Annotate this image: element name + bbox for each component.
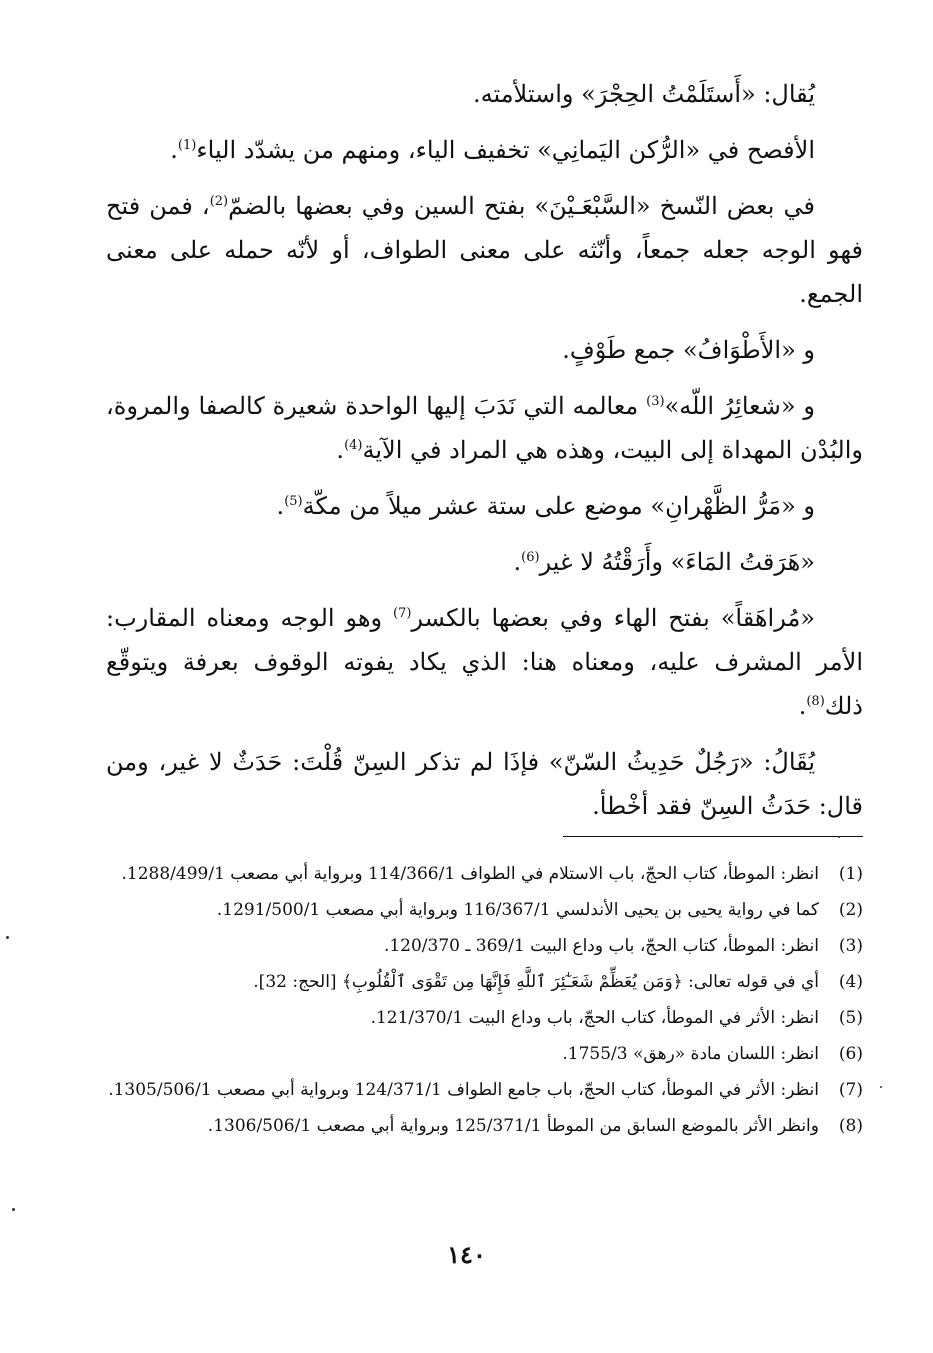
footnote-ref: (7) <box>392 606 412 621</box>
paragraph-text: . <box>170 136 178 164</box>
paragraph-text: و «مَرُّ الظَّهْرانِ» موضع على ستة عشر ميلاً من مكّة <box>302 492 815 520</box>
footnote-number: (5) <box>838 1008 863 1028</box>
footnote-separator <box>563 836 863 837</box>
footnote-number: (6) <box>838 1044 863 1064</box>
footnote-number: (3) <box>838 936 863 956</box>
footnote <box>106 1074 863 1106</box>
paragraph <box>106 540 863 584</box>
footnote-ref: (8) <box>806 694 825 709</box>
paragraph-text: معالمه التي نَدَبَ إليها الواحدة شعيرة كالصفا والمروة، والبُدْن المهداة إلى البيت، وهذه هي المراد في الآية <box>106 392 863 464</box>
paragraph-text: . <box>798 692 807 720</box>
footnote-text: وانظر الأثر بالموضع السابق من الموطأ 125/371/1 وبرواية أبي مصعب 1306/506/1. <box>207 1116 819 1136</box>
footnote <box>106 858 863 890</box>
footnote-text: انظر: الموطأ، كتاب الحجّ، باب وداع البيت 369/1 ـ 120/370. <box>383 936 819 956</box>
paragraph-text: الأفصح في «الرُّكن اليَمانِي» تخفيف الياء، ومنهم من يشدّد الياء <box>196 136 815 164</box>
footnote-text: انظر: اللسان مادة «رهق» 1755/3. <box>562 1044 819 1064</box>
footnote-ref: (6) <box>521 550 540 565</box>
footnote-text: انظر: الأثر في الموطأ، كتاب الحجّ، باب جامع الطواف 124/371/1 وبرواية أبي مصعب 1305/506/1. <box>108 1080 819 1100</box>
paragraph <box>106 484 863 528</box>
paragraph-text: يُقال: «أَستَلَمْتُ الحِجْرَ» واستلأمته. <box>472 80 815 108</box>
scan-speck <box>6 936 9 939</box>
footnote-number: (4) <box>838 972 863 992</box>
paragraph <box>106 740 863 828</box>
footnote-number: (8) <box>838 1116 863 1136</box>
footnote-text: انظر: الأثر في الموطأ، كتاب الحجّ، باب وداع البيت 121/370/1. <box>370 1008 819 1028</box>
page-number: ١٤٠ <box>447 1240 486 1269</box>
footnote-number: (1) <box>838 864 863 884</box>
footnote-ref: (4) <box>344 438 363 453</box>
paragraph-text: . <box>276 492 285 520</box>
footnotes <box>106 858 863 1146</box>
paragraph-text: «مُراهَقاً» بفتح الهاء وفي بعضها بالكسر <box>411 604 815 632</box>
paragraph <box>106 72 863 116</box>
paragraph-text: ، فمن فتح فهو الوجه جعله جمعاً، وأنّثه على معنى الطواف، أو لأنّه حمله على معنى الجمع. <box>106 192 863 308</box>
paragraph-text: و «الأَطْوَافُ» جمع طَوْفٍ. <box>562 336 815 364</box>
footnote-text: أي في قوله تعالى: ﴿وَمَن يُعَظِّمْ شَعَـٰٓئِرَ ٱللَّهِ فَإِنَّهَا مِن تَقْوَى ٱلْقُلُوبِ﴾ [الحج: 32]. <box>253 972 819 992</box>
paragraph <box>106 596 863 728</box>
paragraph-text: في بعض النّسخ «السَّبْعَـيْنَ» بفتح السين وفي بعضها بالضمّ <box>228 192 815 220</box>
footnote-text: كما في رواية يحيى بن يحيى الأندلسي 116/367/1 وبرواية أبي مصعب 1291/500/1. <box>216 900 819 920</box>
paragraph <box>106 128 863 172</box>
paragraph-text: يُقَالُ: «رَجُلٌ حَدِيثُ السّنّ» فإذَا لم تذكر السِنّ قُلْتَ: حَدَثٌ لا غير، ومن قال: حَدَثُ السِنّ فقد أخْطأ. <box>106 748 863 820</box>
paragraph <box>106 384 863 472</box>
scan-speck <box>12 1208 15 1211</box>
paragraph-text: وهو الوجه ومعناه المقارب: الأمر المشرف عليه، ومعناه هنا: الذي يكاد يفوته الوقوف بعرفة ويتوقّع ذلك <box>106 604 863 720</box>
footnote-ref: (1) <box>177 138 197 153</box>
footnote <box>106 1002 863 1034</box>
paragraph-text: «هَرَقتُ المَاءَ» وأَرَقْتُهُ لا غير <box>539 548 815 576</box>
footnote-ref: (5) <box>284 494 303 509</box>
footnote <box>106 966 863 998</box>
paragraph <box>106 184 863 316</box>
footnote <box>106 1110 863 1142</box>
footnote <box>106 894 863 926</box>
paragraph <box>106 328 863 372</box>
paragraph-text: و «شعائِرُ اللّه» <box>664 392 815 420</box>
scan-speck <box>880 1086 882 1088</box>
paragraph-text: . <box>513 548 522 576</box>
footnote <box>106 1038 863 1070</box>
footnote-number: (2) <box>838 900 863 920</box>
footnote <box>106 930 863 962</box>
main-text <box>106 72 863 840</box>
scan-speck <box>838 836 840 838</box>
footnote-text: انظر: الموطأ، كتاب الحجّ، باب الاستلام في الطواف 114/366/1 وبرواية أبي مصعب 1288/499/1. <box>121 864 819 884</box>
footnote-ref: (2) <box>209 194 229 209</box>
footnote-ref: (3) <box>646 394 665 409</box>
paragraph-text: . <box>336 436 345 464</box>
footnote-number: (7) <box>838 1080 863 1100</box>
